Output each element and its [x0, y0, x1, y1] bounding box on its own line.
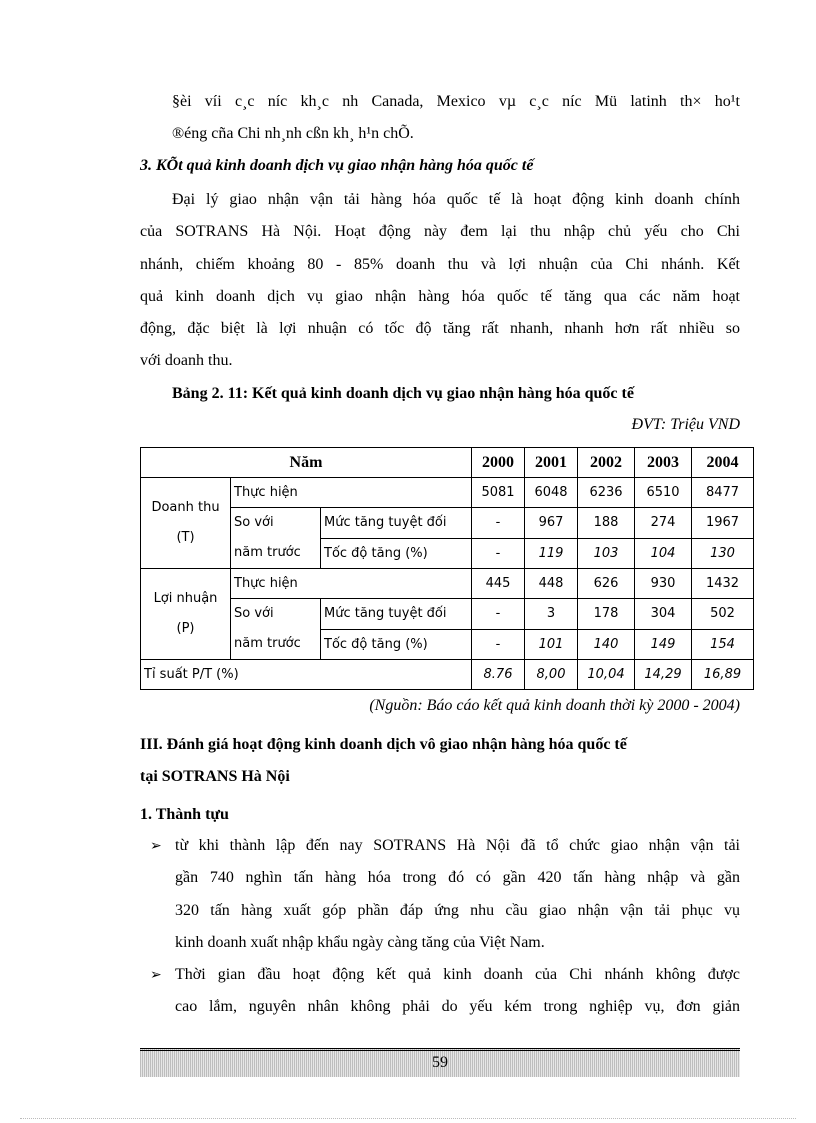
table-cell: 8477 — [692, 478, 754, 508]
page-edge-divider — [20, 1118, 796, 1119]
table-cell: 304 — [635, 599, 692, 630]
profit-symbol: (P) — [176, 621, 195, 636]
compare-label-2: năm trước — [234, 636, 301, 651]
profit-compare-label — [231, 599, 321, 660]
table-cell: 1432 — [692, 569, 754, 599]
revenue-compare-label — [231, 508, 321, 569]
section-III-heading-line-2: tại SOTRANS Hà Nội — [140, 768, 290, 785]
profit-abs-label: Mức tăng tuyệt đối — [321, 599, 472, 630]
revenue-group-label — [141, 478, 231, 569]
table-row — [141, 508, 754, 539]
compare-label-1: So với — [234, 515, 274, 530]
revenue-abs-label: Mức tăng tuyệt đối — [321, 508, 472, 539]
profit-group-label — [141, 569, 231, 660]
table-cell: 130 — [692, 538, 754, 569]
table-cell: - — [472, 508, 525, 539]
table-cell: 149 — [635, 629, 692, 660]
bullet-line: cao lắm, nguyên nhân không phải do yếu kém trong nghiệp vụ, đơn giản — [175, 998, 740, 1015]
table-source: (Nguồn: Báo cáo kết quả kinh doanh thời kỳ 2000 - 2004) — [369, 697, 740, 714]
table-cell: 6236 — [578, 478, 635, 508]
profit-actual-label: Thực hiện — [231, 569, 472, 599]
table-cell: 119 — [525, 538, 578, 569]
bullet-line: kinh doanh xuất nhập khẩu ngày càng tăng của Việt Nam. — [175, 934, 545, 951]
bullet-line: Thời gian đầu hoạt động kết quả kinh doanh của Chi nhánh không được — [175, 966, 740, 983]
table-cell: 6048 — [525, 478, 578, 508]
table-row — [141, 599, 754, 630]
ratio-label: Tỉ suất P/T (%) — [141, 660, 472, 690]
table-unit: ĐVT: Triệu VND — [631, 416, 740, 433]
table-cell: 448 — [525, 569, 578, 599]
table-cell: 16,89 — [692, 660, 754, 690]
year-cell: 2000 — [472, 448, 525, 478]
paragraph-line: Đại lý giao nhận vận tải hàng hóa quốc tế là hoạt động kinh doanh chính — [172, 191, 740, 208]
paragraph-line: nhánh, chiếm khoảng 80 - 85% doanh thu và lợi nhuận của Chi nhánh. Kết — [140, 256, 740, 273]
section-III-heading-line-1: III. Đánh giá hoạt động kinh doanh dịch vô giao nhận hàng hóa quốc tế — [140, 736, 627, 753]
table-row — [141, 660, 754, 690]
bullet-line: 320 tấn hàng xuất góp phần đáp ứng nhu cầu giao nhận vận tải phục vụ — [175, 902, 740, 919]
section-3-heading: 3. KÕt quả kinh doanh dịch vụ giao nhận hàng hóa quốc tế — [140, 157, 534, 174]
table-cell: 14,29 — [635, 660, 692, 690]
table-cell: 930 — [635, 569, 692, 599]
table-header-row — [141, 448, 754, 478]
table-row — [141, 478, 754, 508]
table-caption: Bảng 2. 11: Kết quả kinh doanh dịch vụ giao nhận hàng hóa quốc tế — [172, 385, 634, 402]
table-cell: - — [472, 538, 525, 569]
revenue-symbol: (T) — [176, 530, 195, 545]
year-header: Năm — [141, 448, 472, 478]
compare-label-2: năm trước — [234, 545, 301, 560]
table-cell: 626 — [578, 569, 635, 599]
profit-rate-label: Tốc độ tăng (%) — [321, 629, 472, 660]
table-cell: 101 — [525, 629, 578, 660]
page-number: 59 — [432, 1054, 448, 1071]
paragraph-line: với doanh thu. — [140, 352, 233, 369]
table-cell: 104 — [635, 538, 692, 569]
revenue-actual-label: Thực hiện — [231, 478, 472, 508]
results-table — [140, 447, 754, 690]
paragraph-line: của SOTRANS Hà Nội. Hoạt động này đem lại thu nhập chủ yếu cho Chi — [140, 223, 740, 240]
bullet-arrow-icon: ➢ — [150, 967, 162, 983]
year-cell: 2002 — [578, 448, 635, 478]
table-cell: 5081 — [472, 478, 525, 508]
table-cell: 274 — [635, 508, 692, 539]
table-cell: 154 — [692, 629, 754, 660]
table-cell: 3 — [525, 599, 578, 630]
paragraph-line: quả kinh doanh dịch vụ giao nhận hàng hóa quốc tế tăng qua các năm hoạt — [140, 288, 740, 305]
table-cell: 140 — [578, 629, 635, 660]
table-cell: 188 — [578, 508, 635, 539]
table-cell: 445 — [472, 569, 525, 599]
table-cell: 10,04 — [578, 660, 635, 690]
table-cell: - — [472, 629, 525, 660]
year-cell: 2001 — [525, 448, 578, 478]
table-cell: 502 — [692, 599, 754, 630]
revenue-label: Doanh thu — [151, 500, 220, 515]
table-cell: 8.76 — [472, 660, 525, 690]
profit-label: Lợi nhuận — [153, 591, 218, 606]
paragraph-line: động, đặc biệt là lợi nhuận có tốc độ tăng rất nhanh, nhanh hơn rất nhiều so — [140, 320, 740, 337]
bullet-line: gần 740 nghìn tấn hàng hóa trong đó có gần 420 tấn hàng nhập và gần — [175, 869, 740, 886]
intro-line-1: §èi víi c¸c níc kh¸c nh Canada, Mexico vµ c¸c níc Mü latinh th× ho¹t — [172, 93, 740, 110]
bullet-arrow-icon: ➢ — [150, 838, 162, 854]
table-cell: - — [472, 599, 525, 630]
intro-line-2: ®éng cña Chi nh¸nh cßn kh¸ h¹n chÕ. — [172, 125, 414, 142]
table-row — [141, 569, 754, 599]
bullet-line: từ khi thành lập đến nay SOTRANS Hà Nội đã tổ chức giao nhận vận tải — [175, 837, 740, 854]
compare-label-1: So với — [234, 606, 274, 621]
table-cell: 6510 — [635, 478, 692, 508]
revenue-rate-label: Tốc độ tăng (%) — [321, 538, 472, 569]
table-cell: 178 — [578, 599, 635, 630]
table-cell: 967 — [525, 508, 578, 539]
year-cell: 2004 — [692, 448, 754, 478]
table-cell: 8,00 — [525, 660, 578, 690]
achievements-heading: 1. Thành tựu — [140, 806, 229, 823]
table-cell: 1967 — [692, 508, 754, 539]
table-cell: 103 — [578, 538, 635, 569]
year-cell: 2003 — [635, 448, 692, 478]
